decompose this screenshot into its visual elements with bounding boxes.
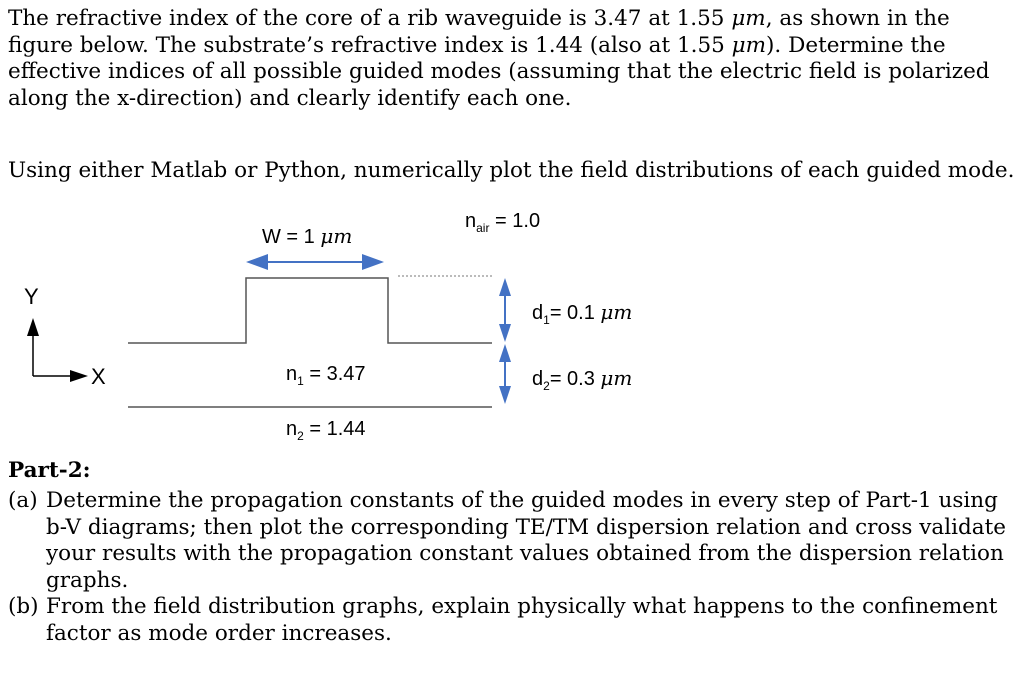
item-b-text: From the field distribution graphs, explain physically what happens to the confinement factor as mode order increases. bbox=[46, 594, 998, 646]
width-arrow bbox=[246, 254, 384, 270]
d1-label: $d_1= 0.1$ μm bbox=[532, 300, 633, 327]
d1-arrow bbox=[499, 278, 511, 342]
problem-paragraph-2: Using either Matlab or Python, numerically plot the field distributions of each guided mode. bbox=[8, 158, 1015, 183]
part-2-list bbox=[8, 488, 1018, 647]
part-2-title: Part-2: bbox=[8, 458, 91, 483]
part-2-item-b bbox=[8, 594, 1018, 647]
width-label: W = 1 μm bbox=[262, 224, 353, 248]
d2-label: $d_2= 0.3$ μm bbox=[532, 366, 633, 393]
y-axis-label: Y bbox=[24, 284, 39, 309]
part-2-item-a bbox=[8, 488, 1018, 594]
rib-outline bbox=[128, 278, 492, 343]
x-axis-label: X bbox=[91, 364, 106, 389]
item-b-marker: (b) bbox=[8, 594, 39, 619]
problem-paragraph-1: The refractive index of the core of a rib waveguide is 3.47 at 1.55 μm, as shown in the figure below. The substrate’s refractive index is 1.44 (also at 1.55 μm). Determine the effective indices of all possible guided modes (assuming that the electric field is polarized along the x-direction) and clearly identify each one. bbox=[8, 6, 990, 111]
d2-arrow bbox=[499, 344, 511, 404]
n-air-label: $n_{air} = 1.0$ bbox=[465, 210, 541, 235]
coordinate-axes bbox=[27, 318, 88, 382]
n2-label: $n_2 = 1.44$ bbox=[286, 418, 366, 443]
n1-label: $n_1 = 3.47$ bbox=[286, 363, 366, 388]
item-a-text: Determine the propagation constants of the guided modes in every step of Part-1 using b-V diagrams; then plot the corresponding TE/TM dispersion relation and cross validate your results with the propagation constant values obtained from the dispersion relation graphs. bbox=[46, 488, 1006, 593]
item-a-marker: (a) bbox=[8, 488, 38, 513]
